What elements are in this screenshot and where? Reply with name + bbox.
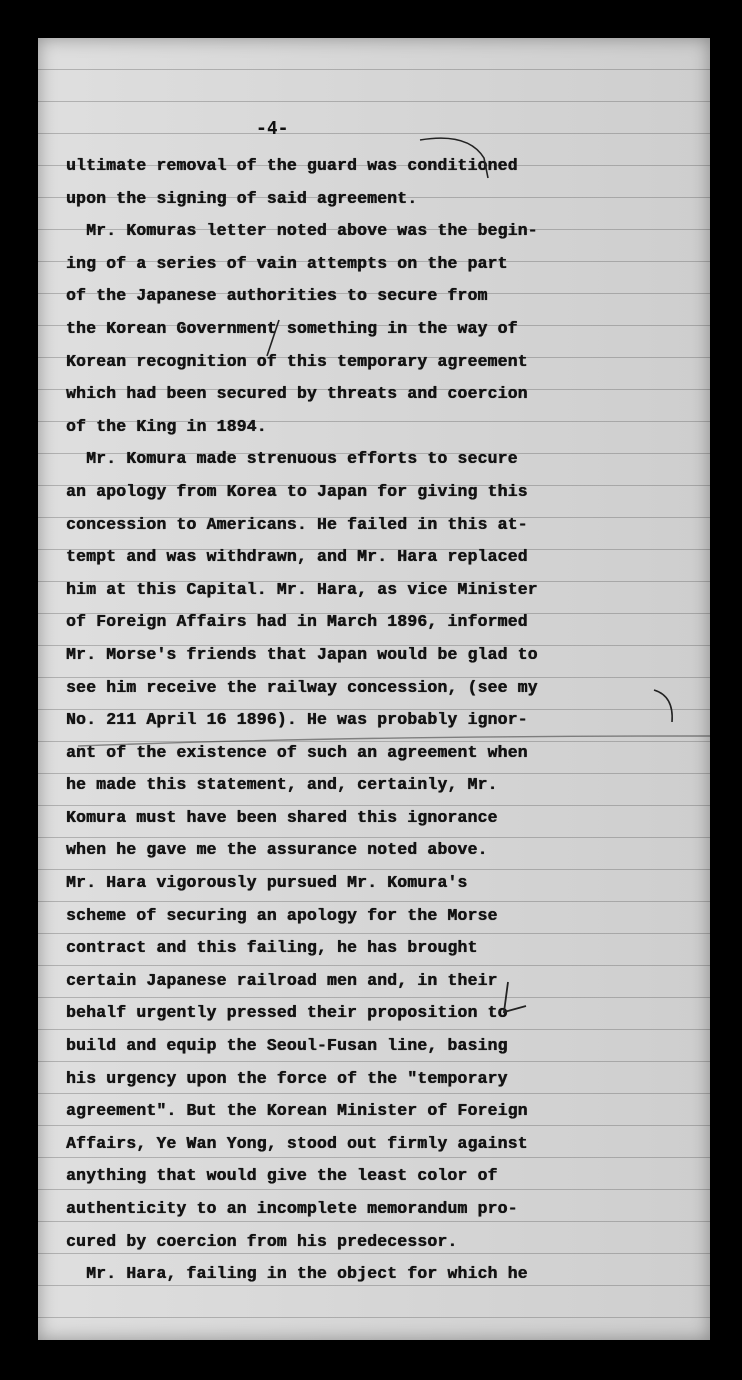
text-line: ultimate removal of the guard was conditioned: [66, 156, 518, 175]
text-line: Mr. Hara vigorously pursued Mr. Komura's: [66, 873, 468, 893]
text-line: authenticity to an incomplete memorandum pro-: [66, 1199, 518, 1218]
text-line: of the King in 1894.: [66, 416, 267, 436]
text-line: see him receive the railway concession, (see my: [66, 677, 538, 697]
text-line: agreement". But the Korean Minister of Foreign: [66, 1101, 528, 1121]
text-line: behalf urgently pressed their proposition to: [66, 1003, 508, 1023]
text-line: concession to Americans. He failed in this at-: [66, 514, 528, 534]
text-line: Komura must have been shared this ignorance: [66, 807, 498, 827]
text-line: scheme of securing an apology for the Morse: [66, 905, 498, 925]
text-line: an apology from Korea to Japan for giving this: [66, 481, 528, 501]
document-body: [66, 150, 706, 1291]
text-line: Mr. Komuras letter noted above was the begin-: [66, 221, 538, 241]
text-line: cured by coercion from his predecessor.: [66, 1231, 458, 1251]
handwritten-slash-mark: [263, 318, 283, 358]
text-line: contract and this failing, he has brought: [66, 938, 478, 958]
text-line: his urgency upon the force of the "temporary: [66, 1068, 508, 1088]
text-line: Mr. Morse's friends that Japan would be glad to: [66, 644, 538, 664]
handwritten-curve-mark: [418, 132, 498, 182]
text-line: him at this Capital. Mr. Hara, as vice Minister: [66, 579, 538, 599]
strike-through-smudge: [38, 726, 710, 756]
text-line: certain Japanese railroad men and, in their: [66, 970, 498, 990]
text-line: ing of a series of vain attempts on the part: [66, 253, 508, 273]
text-line: build and equip the Seoul-Fusan line, basing: [66, 1036, 508, 1056]
page-number: -4-: [256, 118, 289, 139]
text-line: anything that would give the least color of: [66, 1166, 498, 1186]
text-line: Korean recognition of this temporary agreement: [66, 351, 528, 371]
text-line: tempt and was withdrawn, and Mr. Hara replaced: [66, 547, 528, 567]
handwritten-bracket-mark: [650, 686, 680, 726]
text-line: Mr. Komura made strenuous efforts to secure: [66, 449, 518, 469]
text-line: ant of the existence of such an agreement when: [66, 742, 528, 762]
document-page: [38, 38, 710, 1340]
text-line: Affairs, Ye Wan Yong, stood out firmly against: [66, 1133, 528, 1153]
text-line: No. 211 April 16 1896). He was probably ignor-: [66, 710, 528, 730]
text-line: Mr. Hara, failing in the object for which he: [66, 1264, 528, 1284]
text-line: of the Japanese authorities to secure from: [66, 286, 488, 306]
handwritten-check-mark: [500, 978, 530, 1018]
text-line: of Foreign Affairs had in March 1896, informed: [66, 612, 528, 632]
text-line: upon the signing of said agreement.: [66, 188, 418, 208]
text-line: the Korean Government something in the way of: [66, 318, 518, 338]
text-line: when he gave me the assurance noted above.: [66, 840, 488, 860]
text-line: which had been secured by threats and coercion: [66, 384, 528, 404]
text-line: he made this statement, and, certainly, Mr.: [66, 775, 498, 795]
